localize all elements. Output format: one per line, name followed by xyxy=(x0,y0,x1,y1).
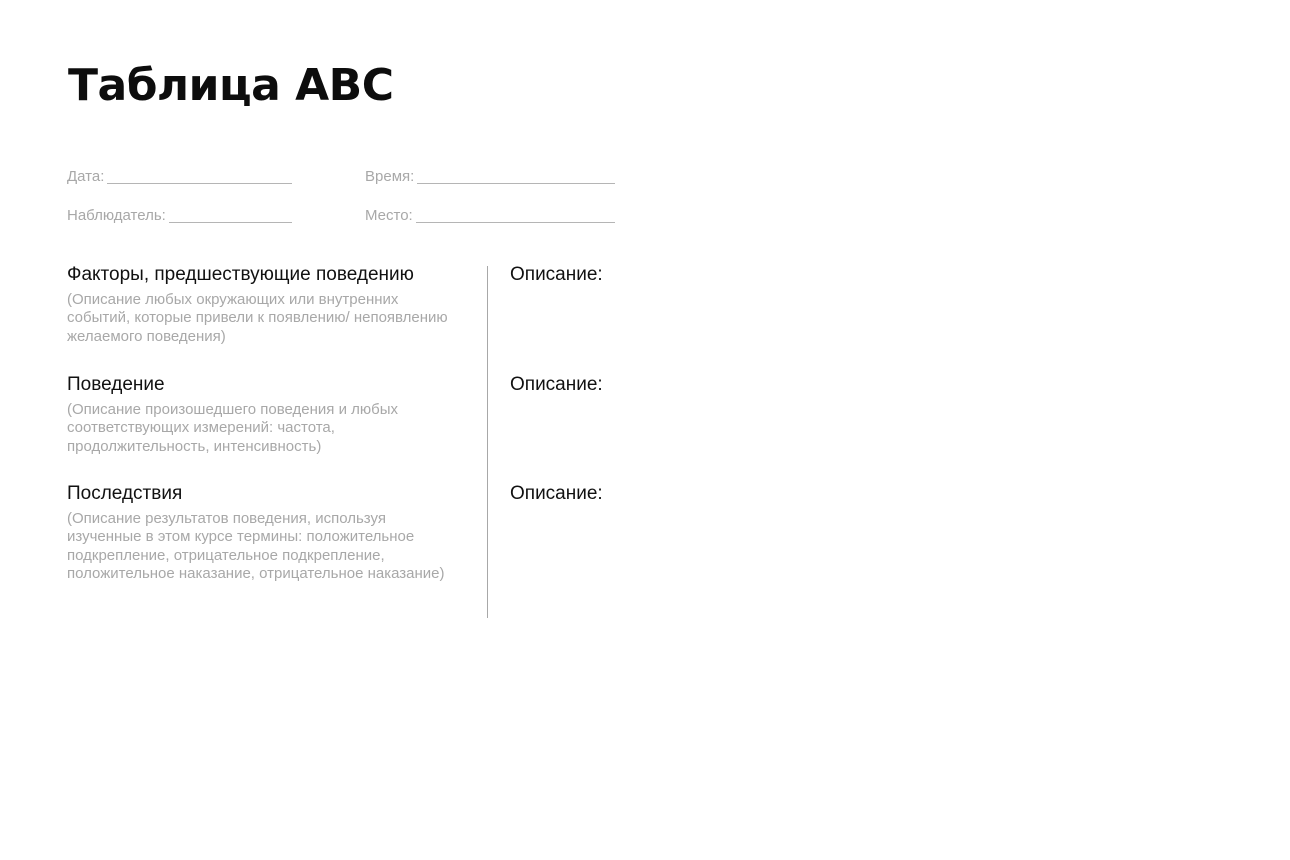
section-consequences xyxy=(67,482,467,583)
time-label: Время: xyxy=(365,168,415,185)
section-behavior xyxy=(67,373,467,456)
section-description: (Описание любых окружающих или внутренних событий, которые привели к появлению/ непоявлению желаемого поведения) xyxy=(67,291,448,345)
section-description: (Описание произошедшего поведения и любых соответствующих измерений: частота, продолжительность, интенсивность) xyxy=(67,401,398,455)
column-divider xyxy=(487,266,488,618)
place-field[interactable] xyxy=(365,205,615,225)
observer-line[interactable] xyxy=(169,222,292,223)
place-line[interactable] xyxy=(416,222,615,223)
time-field[interactable] xyxy=(365,166,615,186)
section-heading: Факторы, предшествующие поведению xyxy=(67,264,414,285)
time-line[interactable] xyxy=(417,183,615,184)
place-label: Место: xyxy=(365,207,413,224)
description-label-consequences: Описание: xyxy=(510,483,603,504)
page-title: Таблица ABC xyxy=(68,60,394,111)
section-heading: Поведение xyxy=(67,374,165,395)
section-antecedents xyxy=(67,263,467,346)
date-field[interactable] xyxy=(67,166,292,186)
description-label-behavior: Описание: xyxy=(510,374,603,395)
observer-label: Наблюдатель: xyxy=(67,207,166,224)
observer-field[interactable] xyxy=(67,205,292,225)
date-label: Дата: xyxy=(67,168,105,185)
description-label-antecedents: Описание: xyxy=(510,264,603,285)
section-description: (Описание результатов поведения, используя изученные в этом курсе термины: положительное подкрепление, отрицательное подкрепление, положительное наказание, отрицательное наказание) xyxy=(67,510,445,582)
date-line[interactable] xyxy=(107,183,292,184)
section-heading: Последствия xyxy=(67,483,183,504)
